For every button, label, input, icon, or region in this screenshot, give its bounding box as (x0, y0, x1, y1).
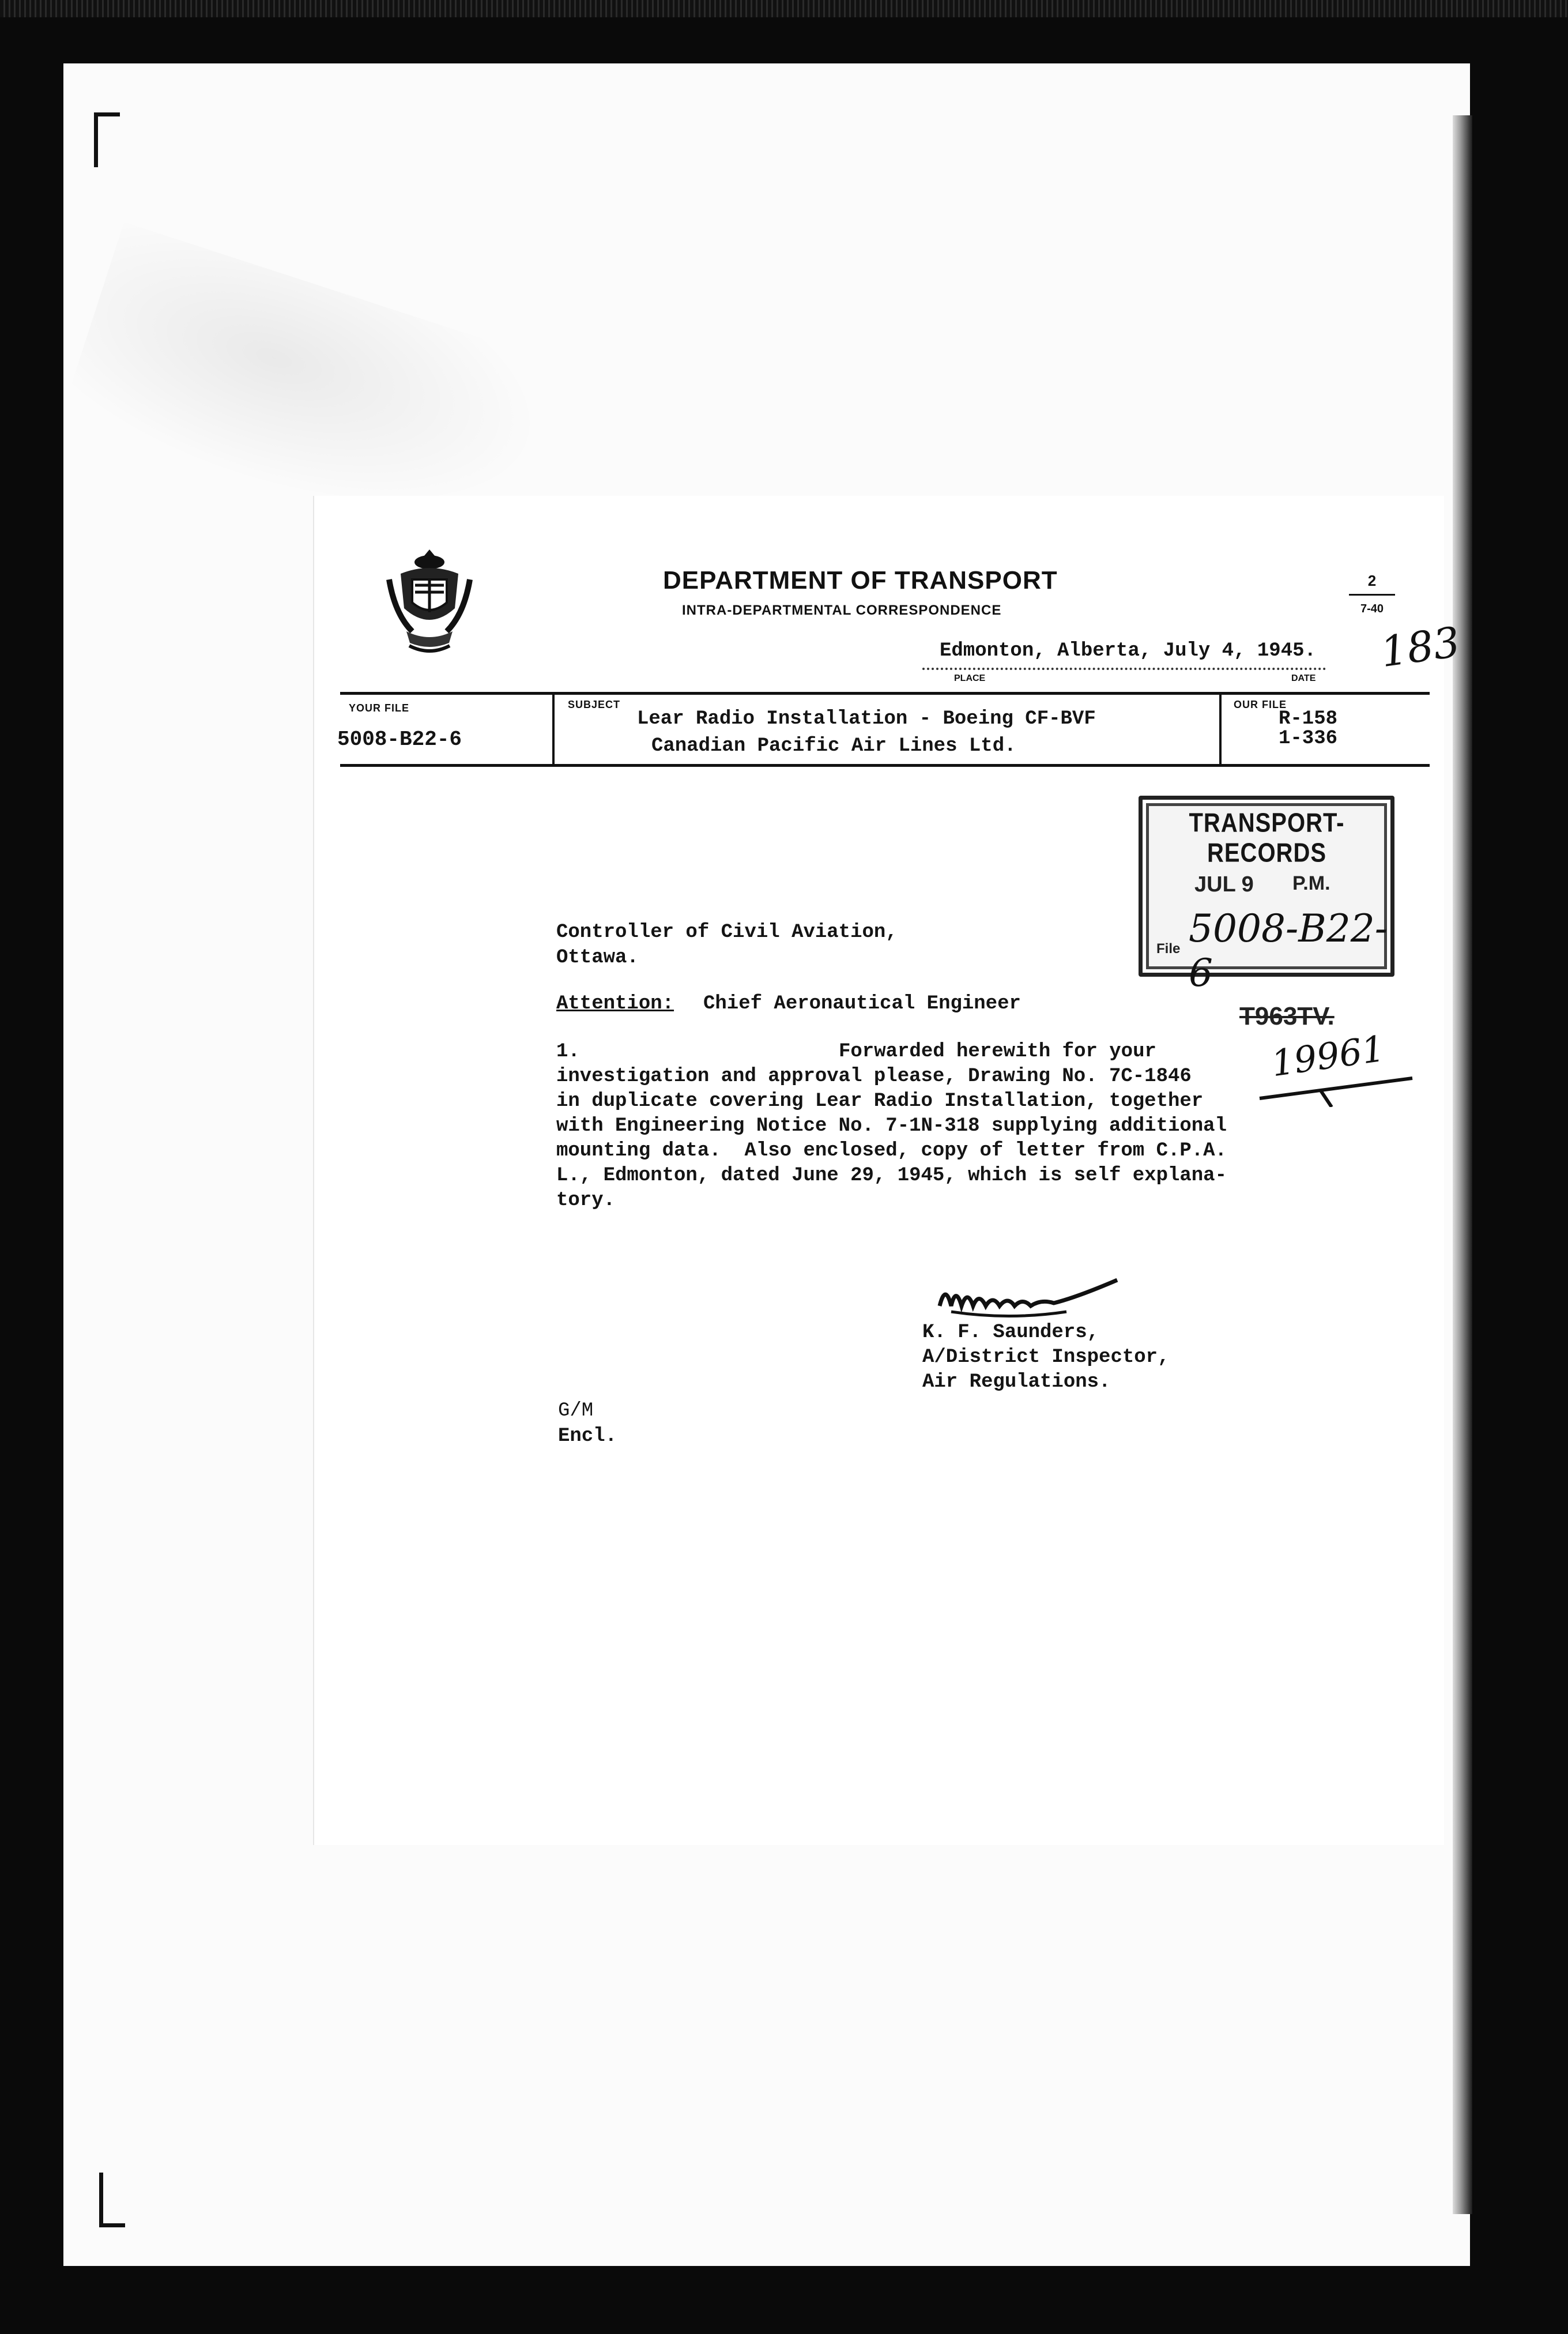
body-line: tory. (556, 1189, 616, 1211)
header-rule-top (340, 692, 1430, 695)
body-line: Forwarded herewith for your (839, 1041, 1156, 1063)
crop-mark-top-left-h (94, 112, 120, 116)
attention-label: Attention: (556, 993, 674, 1015)
enclosure-note: Encl. (558, 1425, 617, 1447)
stamp-date: JUL 9 (1194, 872, 1254, 897)
our-file-label: OUR FILE (1234, 699, 1287, 710)
place-date: Edmonton, Alberta, July 4, 1945. (940, 640, 1316, 662)
crop-mark-bottom-left-h (99, 2223, 125, 2227)
your-file-value: 5008-B22-6 (337, 728, 462, 751)
film-edge-top (0, 0, 1568, 17)
crop-mark-bottom-left (99, 2173, 103, 2227)
header-rule-bottom (340, 764, 1430, 767)
form-divider (1349, 594, 1395, 596)
header-divider-1 (552, 692, 555, 767)
our-file-line-1: R-158 (1279, 708, 1338, 730)
handwritten-number: 19961 (1268, 1027, 1388, 1085)
body-line: investigation and approval please, Drawing No. 7C-1846 (556, 1066, 1192, 1087)
records-stamp (1139, 796, 1394, 995)
form-date: 7-40 (1360, 603, 1384, 615)
stamp-title: TRANSPORT-RECORDS (1189, 808, 1345, 868)
your-file-label: YOUR FILE (349, 702, 410, 714)
handwritten-signature (934, 1271, 1124, 1323)
typist-initials: G/M (558, 1400, 594, 1422)
department-subtitle: INTRA-DEPARTMENTAL CORRESPONDENCE (682, 603, 1002, 618)
signatory-title: A/District Inspector, (922, 1346, 1170, 1368)
crop-mark-top-left (94, 112, 98, 167)
form-number: 2 (1367, 572, 1377, 589)
coat-of-arms-icon (383, 545, 476, 660)
attention-value: Chief Aeronautical Engineer (703, 993, 1021, 1015)
page-edge-shadow (1453, 115, 1472, 2214)
date-label: DATE (1291, 673, 1316, 683)
body-line: in duplicate covering Lear Radio Installation, together (556, 1090, 1204, 1112)
addressee-line-2: Ottawa. (556, 947, 639, 969)
struck-number: T963TV. (1239, 1002, 1335, 1030)
place-label: PLACE (954, 673, 986, 683)
body-line: mounting data. Also enclosed, copy of letter from C.P.A. (556, 1140, 1227, 1162)
subject-label: SUBJECT (568, 699, 621, 710)
addressee-line-1: Controller of Civil Aviation, (556, 921, 898, 943)
stamp-file-number: 5008-B22-6 (1189, 906, 1388, 995)
paragraph-number: 1. (556, 1041, 580, 1063)
body-line: with Engineering Notice No. 7-1N-318 supplying additional (556, 1115, 1227, 1137)
header-divider-2 (1219, 692, 1222, 767)
handwritten-underline (1257, 1072, 1418, 1107)
handwritten-folio: 183 (1377, 617, 1463, 677)
subject-line-2: Canadian Pacific Air Lines Ltd. (651, 735, 1016, 757)
place-date-rule (922, 668, 1326, 670)
body-line: L., Edmonton, dated June 29, 1945, which is self explana- (556, 1165, 1227, 1187)
signatory-division: Air Regulations. (922, 1371, 1111, 1393)
stamp-time: P.M. (1292, 872, 1330, 894)
subject-line-1: Lear Radio Installation - Boeing CF-BVF (637, 708, 1096, 730)
stamp-file-label: File (1156, 941, 1181, 957)
department-title: DEPARTMENT OF TRANSPORT (663, 566, 1058, 594)
signatory-name: K. F. Saunders, (922, 1322, 1099, 1343)
our-file-line-2: 1-336 (1279, 728, 1338, 750)
